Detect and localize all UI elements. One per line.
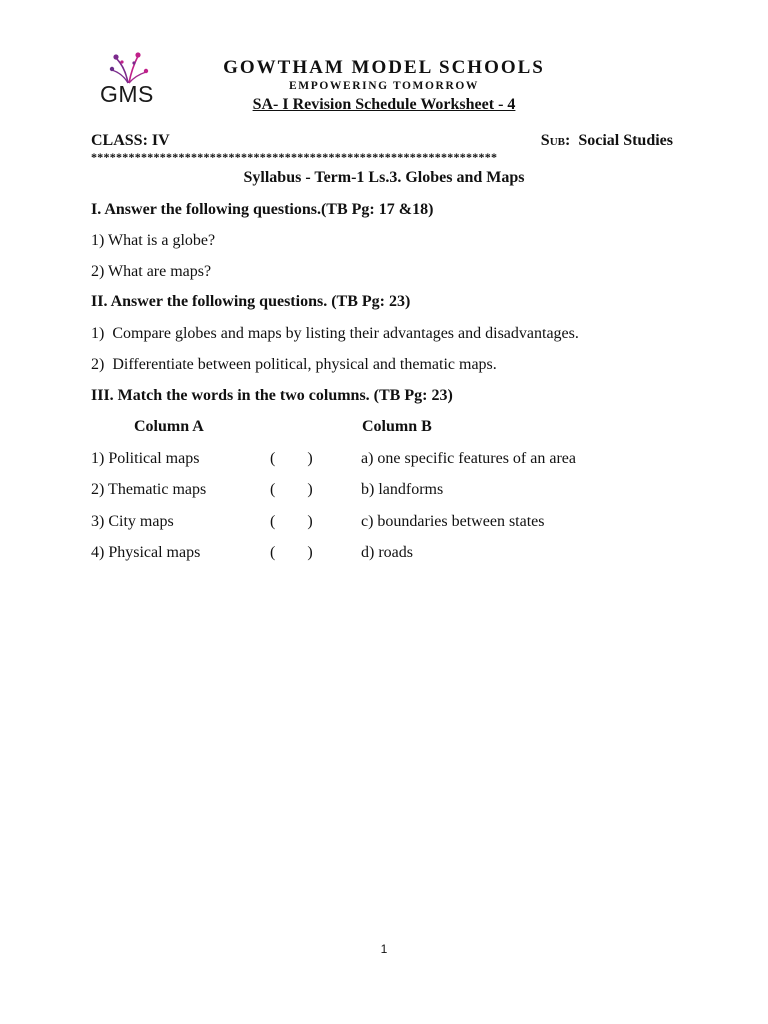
worksheet-title: SA- I Revision Schedule Worksheet - 4 bbox=[252, 96, 516, 113]
syllabus-line: Syllabus - Term-1 Ls.3. Globes and Maps bbox=[243, 169, 525, 186]
star-divider: ***************************************************************** bbox=[91, 150, 498, 164]
section-1-text: . Answer the following questions.(TB Pg: 17 &18) bbox=[97, 201, 434, 218]
subject-name: Social Studies bbox=[578, 132, 673, 149]
match-item-a: 2) Thematic maps bbox=[91, 481, 207, 498]
section-1-number: I bbox=[91, 201, 98, 218]
question-item: 2) Differentiate between political, physical and thematic maps. bbox=[91, 356, 497, 373]
column-a-header: Column A bbox=[134, 418, 204, 435]
match-item-b: d) roads bbox=[361, 544, 413, 561]
match-item-b: a) one specific features of an area bbox=[361, 450, 576, 467]
match-item-b: b) landforms bbox=[361, 481, 444, 498]
subject-prefix: Sub: bbox=[540, 132, 571, 149]
match-item-a: 1) Political maps bbox=[91, 450, 200, 467]
answer-blank: ( ) bbox=[270, 481, 313, 498]
question-item: 1) Compare globes and maps by listing their advantages and disadvantages. bbox=[91, 325, 579, 342]
page-number: 1 bbox=[380, 942, 388, 956]
match-item-a: 3) City maps bbox=[91, 513, 174, 530]
answer-blank: ( ) bbox=[270, 544, 313, 561]
school-name: GOWTHAM MODEL SCHOOLS bbox=[223, 57, 545, 78]
answer-blank: ( ) bbox=[270, 513, 313, 530]
section-2-heading: II. Answer the following questions. (TB Pg: 23) bbox=[91, 293, 411, 310]
question-item: 1) What is a globe? bbox=[91, 232, 216, 249]
question-item: 2) What are maps? bbox=[91, 263, 212, 280]
logo-text: GMS bbox=[100, 81, 154, 107]
match-item-a: 4) Physical maps bbox=[91, 544, 201, 561]
column-b-header: Column B bbox=[362, 418, 432, 435]
tagline: EMPOWERING TOMORROW bbox=[288, 80, 480, 92]
section-1-heading bbox=[91, 201, 433, 219]
match-item-b: c) boundaries between states bbox=[361, 513, 545, 530]
class-label: CLASS: IV bbox=[91, 132, 170, 149]
subject-label bbox=[541, 132, 673, 150]
answer-blank: ( ) bbox=[270, 450, 313, 467]
section-3-heading: III. Match the words in the two columns. (TB Pg: 23) bbox=[91, 387, 453, 404]
